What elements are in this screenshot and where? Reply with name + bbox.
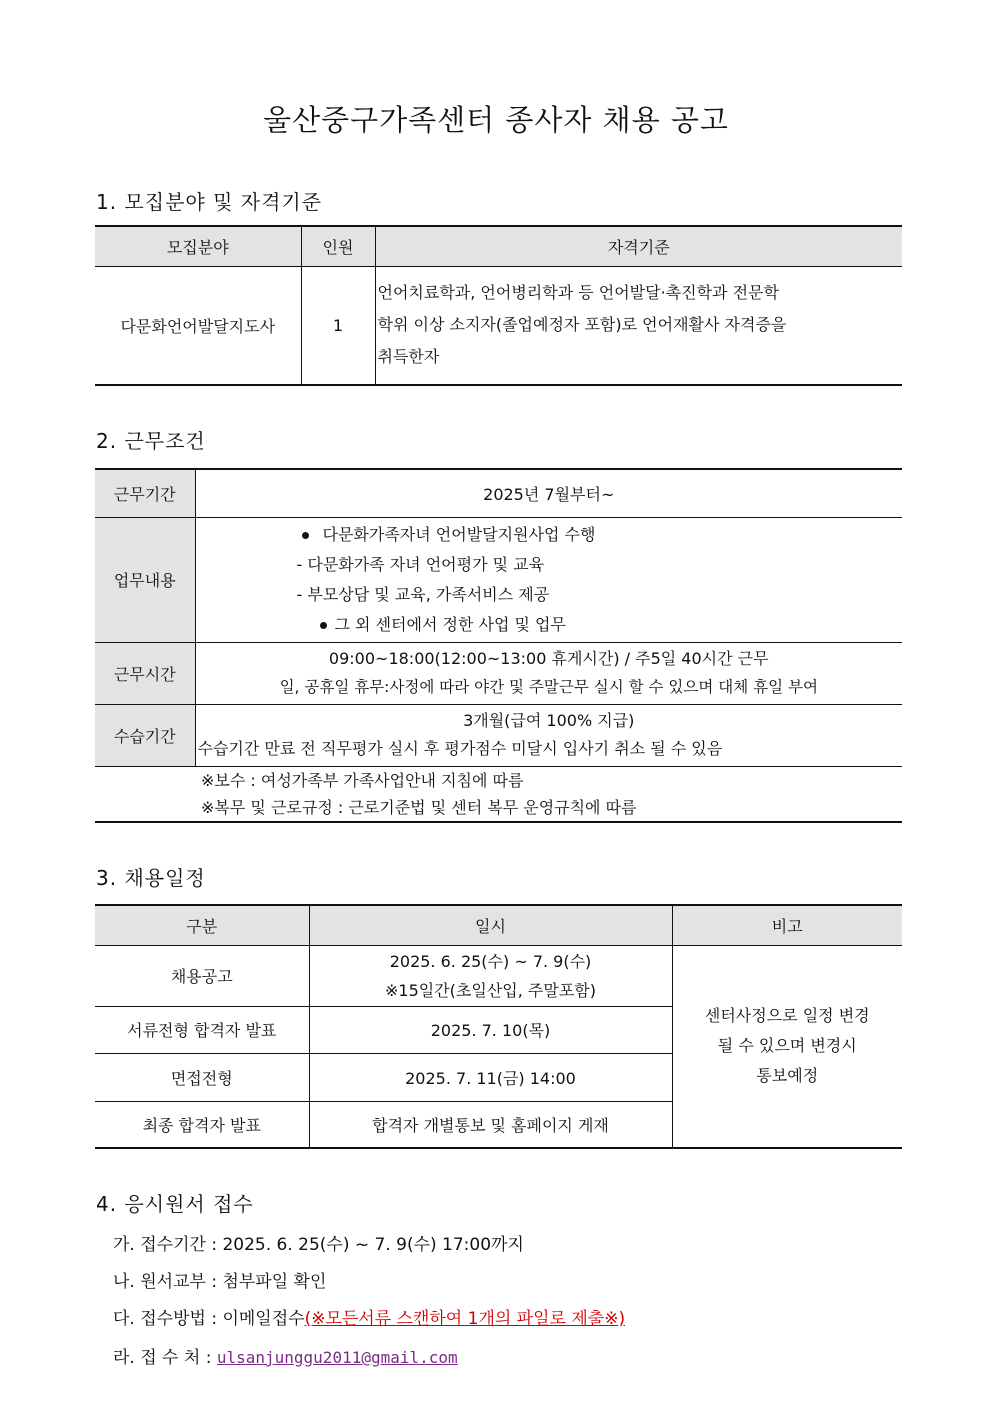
duty-line: 다문화가족자녀 언어발달지원사업 수행 <box>196 520 901 550</box>
hours-line: 09:00~18:00(12:00~13:00 휴게시간) / 주5일 40시간 근무 <box>328 649 769 668</box>
section3-heading: 3. 채용일정 <box>96 866 206 890</box>
schedule-note: 센터사정으로 일정 변경 될 수 있으며 변경시 통보예정 <box>672 945 902 1148</box>
schedule-date: 합격자 개별통보 및 홈페이지 게재 <box>309 1101 672 1148</box>
duty-line: - 부모상담 및 교육, 가족서비스 제공 <box>296 584 550 604</box>
duty-line: - 다문화가족 자녀 언어평가 및 교육 <box>296 554 545 574</box>
apply-method: 다. 접수방법 : 이메일접수(※모든서류 스캔하여 1개의 파일로 제출※) <box>113 1309 626 1329</box>
probation-cell <box>195 704 902 766</box>
apply-period: 가. 접수기간 : 2025. 6. 25(수) ~ 7. 9(수) 17:00까지 <box>113 1235 524 1255</box>
notes-cell <box>95 766 902 822</box>
schedule-label: 최종 합격자 발표 <box>95 1101 309 1148</box>
apply-form: 나. 원서교부 : 첨부파일 확인 <box>113 1272 327 1292</box>
apply-address: 라. 접 수 처 : ulsanjunggu2011@gmail.com <box>113 1348 458 1368</box>
duty-cell <box>195 517 902 642</box>
period-label: 근무기간 <box>95 469 195 517</box>
duty-line: 그 외 센터에서 정한 사업 및 업무 <box>196 610 901 640</box>
schedule-date: 2025. 6. 25(수) ~ 7. 9(수) ※15일간(초일산입, 주말포함) <box>309 945 672 1006</box>
schedule-label: 채용공고 <box>95 945 309 1006</box>
section2-heading: 2. 근무조건 <box>96 429 206 453</box>
section1-heading: 1. 모집분야 및 자격기준 <box>96 190 323 214</box>
hours-cell <box>195 642 902 704</box>
probation-line: 3개월(급여 100% 지급) <box>463 711 635 730</box>
apply-method-highlight: (※모든서류 스캔하여 1개의 파일로 제출※) <box>304 1309 626 1329</box>
note-line: ※복무 및 근로규정 : 근로기준법 및 센터 복무 운영규칙에 따름 <box>201 797 637 817</box>
qualification-line: 취득한자 <box>377 347 440 367</box>
section4-heading: 4. 응시원서 접수 <box>96 1192 254 1216</box>
qualification-line: 언어치료학과, 언어병리학과 등 언어발달·촉진학과 전문학 <box>377 283 779 303</box>
header-qualification: 자격기준 <box>375 226 902 266</box>
header-category: 구분 <box>95 905 309 945</box>
work-conditions-table <box>95 468 902 823</box>
note-line: ※보수 : 여성가족부 가족사업안내 지침에 따름 <box>201 770 524 790</box>
page-title: 울산중구가족센터 종사자 채용 공고 <box>263 103 729 137</box>
header-field: 모집분야 <box>95 226 301 266</box>
header-count: 인원 <box>301 226 375 266</box>
probation-label: 수습기간 <box>95 704 195 766</box>
duty-label: 업무내용 <box>95 517 195 642</box>
hours-line: 일, 공휴일 휴무:사정에 따라 야간 및 주말근무 실시 할 수 있으며 대체 휴일 부여 <box>279 678 818 696</box>
header-note: 비고 <box>672 905 902 945</box>
qualification-cell <box>375 266 902 385</box>
header-date: 일시 <box>309 905 672 945</box>
period-value: 2025년 7월부터~ <box>195 469 902 517</box>
hours-label: 근무시간 <box>95 642 195 704</box>
schedule-label: 서류전형 합격자 발표 <box>95 1006 309 1053</box>
qualification-line: 학위 이상 소지자(졸업예정자 포함)로 언어재활사 자격증을 <box>377 315 787 335</box>
probation-line: 수습기간 만료 전 직무평가 실시 후 평가점수 미달시 입사기 취소 될 수 있음 <box>197 739 723 758</box>
schedule-date: 2025. 7. 11(금) 14:00 <box>309 1053 672 1101</box>
qualification-table <box>95 225 902 386</box>
field-cell: 다문화언어발달지도사 <box>95 266 301 385</box>
schedule-date: 2025. 7. 10(목) <box>309 1006 672 1053</box>
bullet-icon <box>320 622 327 629</box>
bullet-icon <box>302 532 309 539</box>
schedule-label: 면접전형 <box>95 1053 309 1101</box>
schedule-table <box>95 904 902 1149</box>
count-cell: 1 <box>301 266 375 385</box>
email-link[interactable]: ulsanjunggu2011@gmail.com <box>216 1348 458 1367</box>
